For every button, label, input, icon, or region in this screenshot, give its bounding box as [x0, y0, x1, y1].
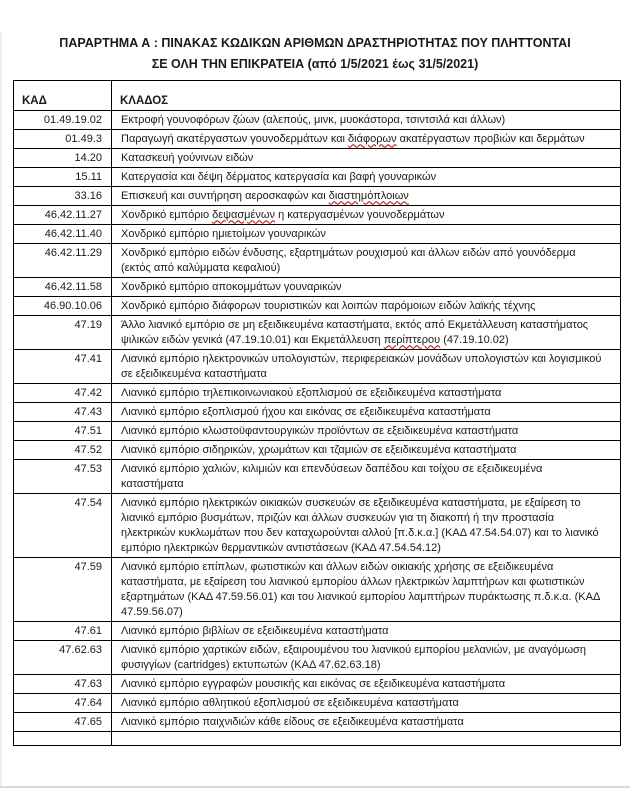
klados-cell: Λιανικό εμπόριο χαρτικών ειδών, εξαιρουμένου του λιανικού εμπορίου μελανιών, με αναγόμωση φυσιγγίων (cartridges) εκτυπωτών (ΚΑΔ 47.62.63.18): [112, 641, 621, 675]
table-row: [14, 206, 621, 225]
table-row: [14, 130, 621, 149]
kad-code-cell: 01.49.3: [14, 130, 112, 149]
table-header-row: [14, 81, 621, 111]
misspelled-word: περίπτερου: [383, 333, 441, 346]
kad-code-cell: 47.59: [14, 558, 112, 622]
document-page: [0, 33, 630, 788]
table-row: [14, 316, 621, 350]
kad-code-cell: 15.11: [14, 168, 112, 187]
misspelled-word: διαστημόπλοιων: [328, 189, 409, 202]
klados-cell: Λιανικό εμπόριο κλωστοϋφαντουργικών προϊόντων σε εξειδικευμένα καταστήματα: [112, 422, 621, 441]
table-row: [14, 187, 621, 206]
kad-code-cell: 47.41: [14, 350, 112, 384]
kad-table-body: [14, 111, 621, 746]
kad-code-cell: 47.19: [14, 316, 112, 350]
klados-cell: Λιανικό εμπόριο παιχνιδιών κάθε είδους σε εξειδικευμένα καταστήματα: [112, 713, 621, 732]
klados-cell: Κατεργασία και δέψη δέρματος κατεργασία και βαφή γουναρικών: [112, 168, 621, 187]
kad-code-cell: 46.42.11.40: [14, 225, 112, 244]
table-row: [14, 422, 621, 441]
klados-cell: Παραγωγή ακατέργαστων γουνοδερμάτων και διάφορων ακατέργαστων προβιών και δερμάτων: [112, 130, 621, 149]
klados-cell: Χονδρικό εμπόριο αποκομμάτων γουναρικών: [112, 278, 621, 297]
kad-code-cell: 14.20: [14, 149, 112, 168]
kad-code-cell: [14, 732, 112, 746]
kad-code-cell: 47.62.63: [14, 641, 112, 675]
kad-code-cell: 47.61: [14, 622, 112, 641]
table-row: [14, 403, 621, 422]
misspelled-word: δεψασμένων: [212, 208, 276, 221]
table-row: [14, 149, 621, 168]
table-row: [14, 297, 621, 316]
kad-code-cell: 47.64: [14, 694, 112, 713]
table-row: [14, 350, 621, 384]
table-row: [14, 558, 621, 622]
klados-cell: Λιανικό εμπόριο ηλεκτρονικών υπολογιστών, περιφερειακών μονάδων υπολογιστών και λογισμικού σε εξειδικευμένα καταστήματα: [112, 350, 621, 384]
klados-cell: Χονδρικό εμπόριο ημιετοίμων γουναρικών: [112, 225, 621, 244]
page-title-line-2: ΣΕ ΟΛΗ ΤΗΝ ΕΠΙΚΡΑΤΕΙΑ (από 1/5/2021 έως 31/5/2021): [151, 57, 479, 71]
kad-code-cell: 47.65: [14, 713, 112, 732]
column-header-kad: ΚΑΔ: [14, 81, 112, 111]
kad-code-cell: 47.43: [14, 403, 112, 422]
table-row: [14, 675, 621, 694]
column-header-klados: ΚΛΑΔΟΣ: [112, 81, 621, 111]
klados-cell: Λιανικό εμπόριο χαλιών, κιλιμιών και επενδύσεων δαπέδου και τοίχου σε εξειδικευμένα καταστήματα: [112, 460, 621, 494]
kad-code-cell: 47.51: [14, 422, 112, 441]
table-row: [14, 622, 621, 641]
kad-code-cell: 33.16: [14, 187, 112, 206]
kad-code-cell: 46.42.11.27: [14, 206, 112, 225]
klados-cell: Λιανικό εμπόριο εγγραφών μουσικής και εικόνας σε εξειδικευμένα καταστήματα: [112, 675, 621, 694]
kad-code-cell: 47.54: [14, 494, 112, 558]
kad-table: [13, 80, 621, 746]
kad-code-cell: 46.42.11.29: [14, 244, 112, 278]
klados-cell: Χονδρικό εμπόριο διάφορων τουριστικών και λοιπών παρόμοιων ειδών λαϊκής τέχνης: [112, 297, 621, 316]
klados-cell: Λιανικό εμπόριο αθλητικού εξοπλισμού σε εξειδικευμένα καταστήματα: [112, 694, 621, 713]
kad-code-cell: 46.42.11.58: [14, 278, 112, 297]
misspelled-word: διάφορων: [348, 132, 397, 145]
kad-code-cell: 47.53: [14, 460, 112, 494]
kad-code-cell: 47.42: [14, 384, 112, 403]
table-row: [14, 384, 621, 403]
klados-cell: Λιανικό εμπόριο επίπλων, φωτιστικών και άλλων ειδών οικιακής χρήσης σε εξειδικευμένα καταστήματα, με εξαίρεση του λιανικού εμπορίου άλλων ηλεκτρικών λαμπτήρων και φωτιστικών εξαρτημάτων (ΚΑΔ 47.59.56.01) και του λιανικού εμπορίου λαμπτήρων πυράκτωσης π.δ.κ.α. (ΚΑΔ 47.59.56.07): [112, 558, 621, 622]
table-row: [14, 441, 621, 460]
table-row: [14, 641, 621, 675]
klados-cell: Λιανικό εμπόριο βιβλίων σε εξειδικευμένα καταστήματα: [112, 622, 621, 641]
table-row: [14, 111, 621, 130]
table-row: [14, 460, 621, 494]
klados-cell: Λιανικό εμπόριο ηλεκτρικών οικιακών συσκευών σε εξειδικευμένα καταστήματα, με εξαίρεση το λιανικό εμπόριο βυσμάτων, πριζών και άλλων συσκευών για τη διακοπή ή την προστασία ηλεκτρικών κυκλωμάτων που δεν καταχωρούνται αλλού [π.δ.κ.α.] (ΚΑΔ 47.54.54.07) και το λιανικό εμπόριο ηλεκτρικών θερμαντικών αντιστάσεων (ΚΑΔ 47.54.54.12): [112, 494, 621, 558]
kad-code-cell: 47.52: [14, 441, 112, 460]
page-title: [13, 33, 617, 75]
table-row: [14, 225, 621, 244]
table-row: [14, 168, 621, 187]
klados-cell: Άλλο λιανικό εμπόριο σε μη εξειδικευμένα καταστήματα, εκτός από Εκμετάλλευση καταστήματος ψιλικών ειδών γενικά (47.19.10.01) και Εκμετάλλευση περίπτερου (47.19.10.02): [112, 316, 621, 350]
klados-cell: Λιανικό εμπόριο εξοπλισμού ήχου και εικόνας σε εξειδικευμένα καταστήματα: [112, 403, 621, 422]
kad-code-cell: 01.49.19.02: [14, 111, 112, 130]
klados-cell: Εκτροφή γουνοφόρων ζώων (αλεπούς, μινκ, μυοκάστορα, τσιντσιλά και άλλων): [112, 111, 621, 130]
page-title-line-1: ΠΑΡΑΡΤΗΜΑ Α : ΠΙΝΑΚΑΣ ΚΩΔΙΚΩΝ ΑΡΙΘΜΩΝ ΔΡΑΣΤΗΡΙΟΤΗΤΑΣ ΠΟΥ ΠΛΗΤΤΟΝΤΑΙ: [59, 36, 571, 50]
klados-cell: Λιανικό εμπόριο τηλεπικοινωνιακού εξοπλισμού σε εξειδικευμένα καταστήματα: [112, 384, 621, 403]
klados-cell: Χονδρικό εμπόριο ειδών ένδυσης, εξαρτημάτων ρουχισμού και άλλων ειδών από γουνόδερμα (εκτός από καλύμματα κεφαλιού): [112, 244, 621, 278]
table-row: [14, 278, 621, 297]
table-row: [14, 713, 621, 732]
klados-cell: Χονδρικό εμπόριο δεψασμένων η κατεργασμένων γουνοδερμάτων: [112, 206, 621, 225]
klados-cell: [112, 732, 621, 746]
table-row: [14, 694, 621, 713]
page-edge-left: [0, 33, 2, 788]
kad-code-cell: 46.90.10.06: [14, 297, 112, 316]
kad-code-cell: 47.63: [14, 675, 112, 694]
klados-cell: Κατασκευή γούνινων ειδών: [112, 149, 621, 168]
klados-cell: Λιανικό εμπόριο σιδηρικών, χρωμάτων και τζαμιών σε εξειδικευμένα καταστήματα: [112, 441, 621, 460]
klados-cell: Επισκευή και συντήρηση αεροσκαφών και διαστημόπλοιων: [112, 187, 621, 206]
table-row: [14, 244, 621, 278]
table-row: [14, 494, 621, 558]
table-row-cutoff: [14, 732, 621, 746]
